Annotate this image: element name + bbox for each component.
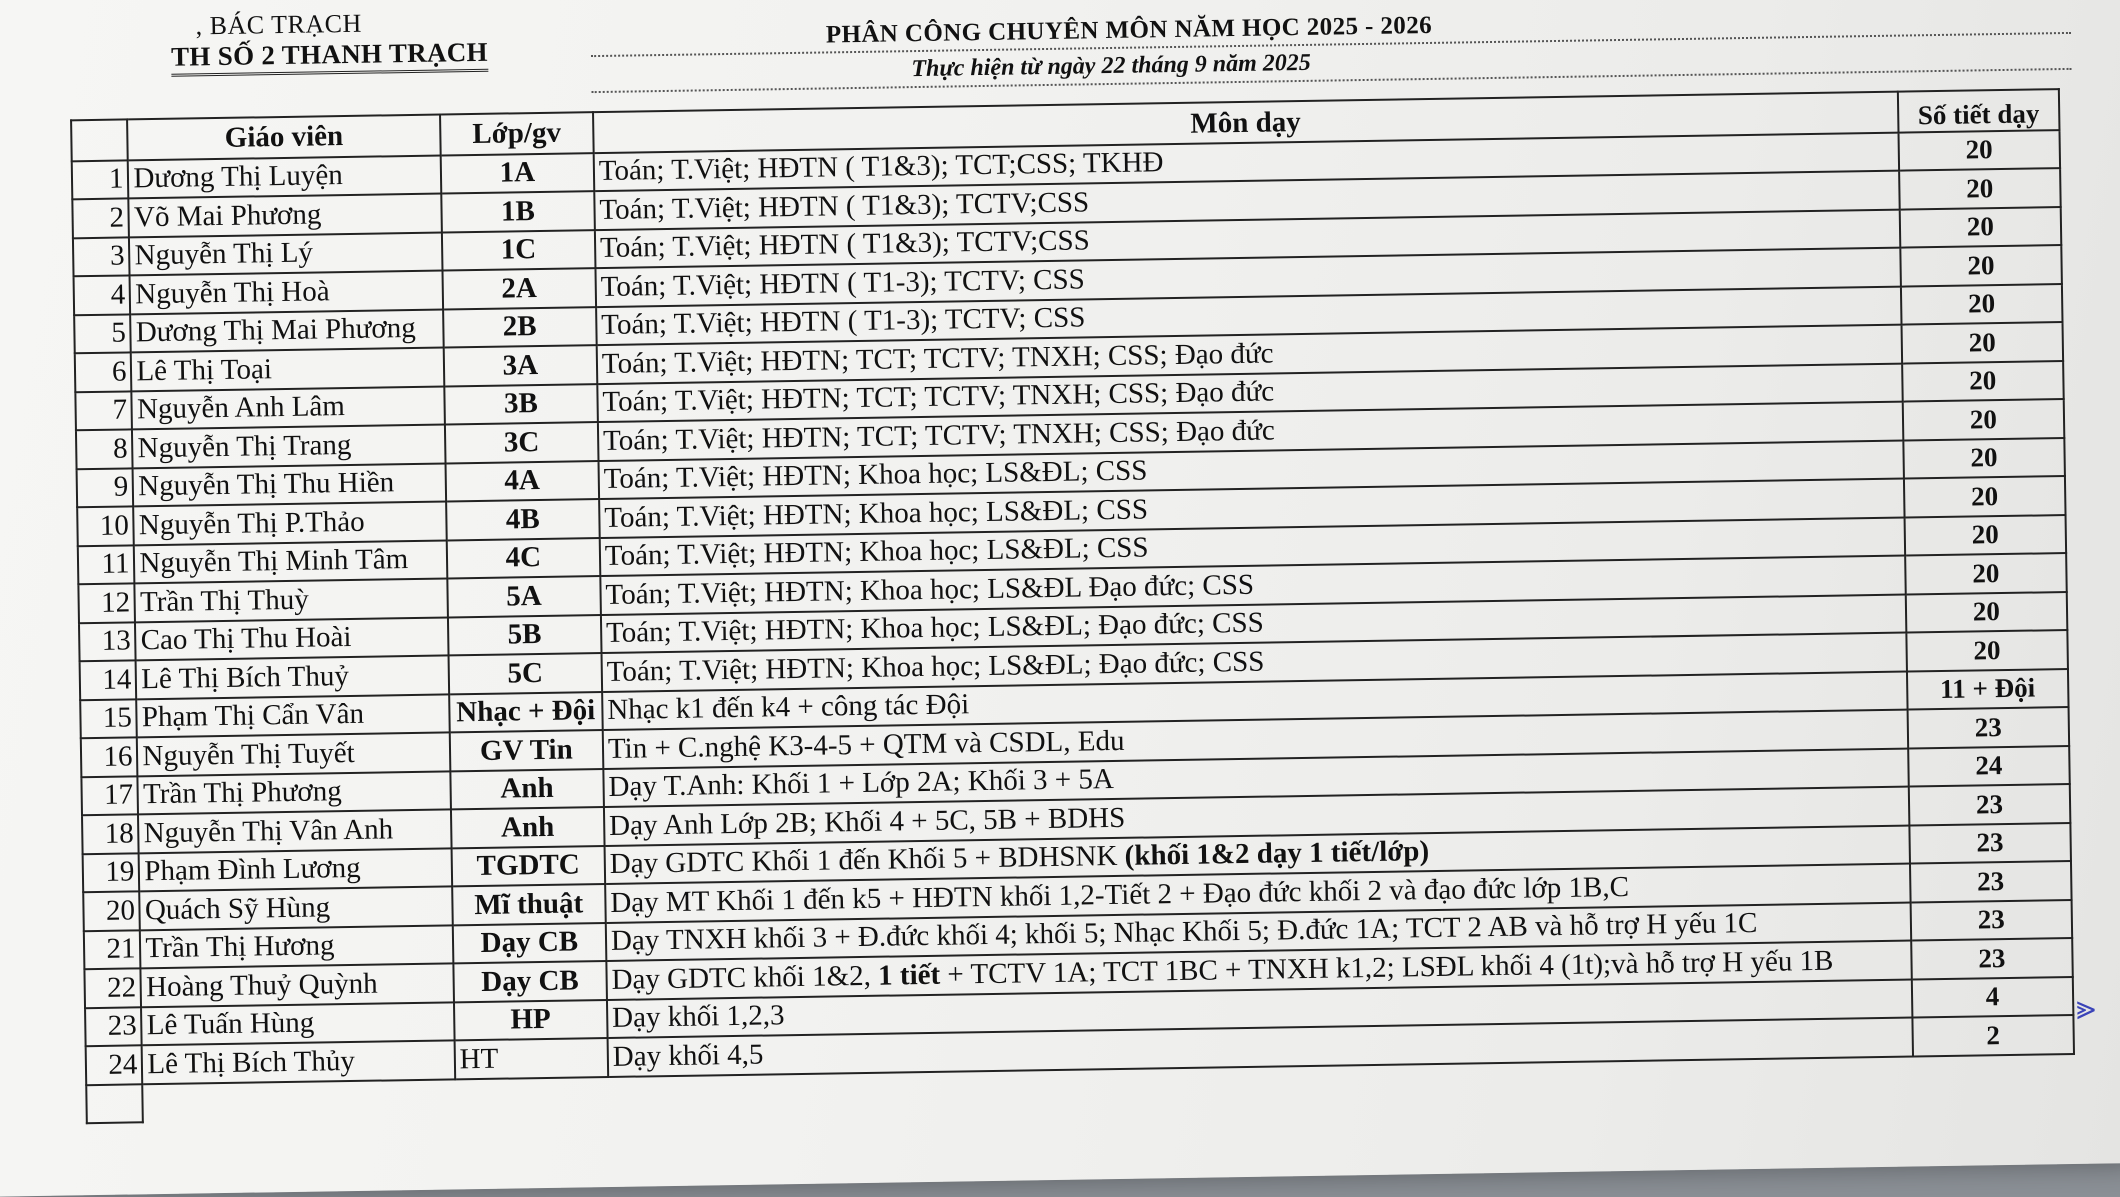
subjects-tail: + TCTV 1A; TCT 1BC + TNXH k1,2; LSĐL khối 4 (1t);và hỗ trợ H yếu 1B [939, 944, 1834, 991]
subjects-cell: Dạy Anh Lớp 2B; Khối 4 + 5C, 5B + BDHS [604, 787, 1909, 846]
teacher-name: Quách Sỹ Hùng [140, 886, 453, 929]
subjects-cell: Toán; T.Việt; HĐTN; TCT; TCTV; TNXH; CSS; Đạo đức [597, 325, 1902, 384]
row-index: 11 [78, 545, 135, 584]
subjects-cell: Toán; T.Việt; HĐTN ( T1&3); TCTV;CSS [595, 209, 1900, 268]
teacher-name: Nguyễn Anh Lâm [132, 386, 445, 429]
empty-cell [86, 1084, 143, 1123]
header-class: Lớp/gv [440, 112, 594, 155]
document-subtitle: Thực hiện từ ngày 22 tháng 9 năm 2025 [911, 49, 1312, 83]
class-cell: 1C [442, 230, 596, 271]
subjects-cell: Toán; T.Việt; HĐTN; Khoa học; LS&ĐL; CSS [598, 440, 1903, 499]
header-teacher: Giáo viên [127, 115, 440, 160]
periods-cell: 2 [1912, 1015, 2074, 1056]
row-index: 7 [75, 391, 132, 430]
subjects-text: Dạy GDTC Khối 1 đến Khối 5 + BDHSNK [609, 840, 1125, 881]
subjects-emphasis: 1 tiết [877, 958, 941, 992]
teacher-name: Nguyễn Thị Hoà [130, 271, 443, 314]
class-cell: Dạy CB [453, 961, 607, 1002]
subjects-cell: Toán; T.Việt; HĐTN; TCT; TCTV; TNXH; CSS; Đạo đức [598, 402, 1903, 461]
row-index: 22 [84, 968, 141, 1007]
class-cell: 4A [445, 461, 599, 502]
periods-cell: 20 [1902, 399, 2064, 440]
class-cell: 2A [442, 268, 596, 309]
teacher-name: Phạm Đình Lương [139, 848, 452, 891]
row-index: 13 [79, 622, 136, 661]
periods-cell: 23 [1909, 822, 2071, 863]
periods-cell: 11 + Đội [1907, 669, 2069, 710]
row-index: 3 [73, 237, 130, 276]
document-title: PHÂN CÔNG CHUYÊN MÔN NĂM HỌC 2025 - 2026 [825, 11, 1433, 49]
class-cell: Nhạc + Đội [449, 692, 603, 733]
periods-cell: 20 [1899, 207, 2061, 248]
row-index: 18 [82, 814, 139, 853]
department-heading: , BÁC TRẠCH [195, 8, 362, 41]
class-cell: HT [454, 1038, 608, 1079]
teacher-name: Hoàng Thuỷ Quỳnh [141, 963, 454, 1006]
periods-cell: 20 [1899, 168, 2061, 209]
class-cell: GV Tin [450, 730, 604, 771]
class-cell: 1B [441, 191, 595, 232]
header-subjects: Môn dạy [593, 92, 1898, 153]
subjects-cell: Toán; T.Việt; HĐTN; Khoa học; LS&ĐL; Đạo đức; CSS [601, 594, 1906, 653]
class-cell: TGDTC [451, 846, 605, 887]
teacher-name: Lê Tuấn Hùng [141, 1002, 454, 1045]
subjects-cell: Dạy MT Khối 1 đến k5 + HĐTN khối 1,2-Tiết 2 + Đạo đức khối 2 và đạo đức lớp 1B,C [605, 864, 1910, 923]
row-index: 12 [78, 583, 135, 622]
teacher-name: Trần Thị Thuỳ [135, 578, 448, 621]
periods-cell: 20 [1905, 553, 2067, 594]
teacher-name: Nguyễn Thị Minh Tâm [134, 540, 447, 583]
periods-cell: 20 [1904, 515, 2066, 556]
class-cell: Anh [450, 769, 604, 810]
class-cell: Dạy CB [453, 923, 607, 964]
class-cell: Anh [451, 807, 605, 848]
periods-cell: 23 [1907, 707, 2069, 748]
teacher-name: Nguyễn Thị P.Thảo [134, 501, 447, 544]
row-index: 17 [81, 776, 138, 815]
teacher-name: Cao Thị Thu Hoài [135, 617, 448, 660]
teacher-name: Võ Mai Phương [129, 194, 442, 237]
assignment-table [70, 88, 2076, 1124]
periods-cell: 20 [1906, 592, 2068, 633]
check-arrow-icon: ⪢ [2075, 987, 2096, 1028]
periods-cell: 20 [1898, 130, 2060, 171]
class-cell: 5B [448, 615, 602, 656]
row-index: 24 [86, 1045, 143, 1084]
row-index: 6 [75, 352, 132, 391]
subjects-cell: Dạy khối 1,2,3 [607, 979, 1912, 1038]
class-cell: 3B [444, 384, 598, 425]
subjects-cell: Dạy khối 4,5 [607, 1018, 1912, 1077]
class-cell: 5A [447, 576, 601, 617]
class-cell: 3A [443, 345, 597, 386]
row-index: 4 [74, 275, 131, 314]
periods-cell: 20 [1901, 322, 2063, 363]
periods-cell: 23 [1910, 899, 2072, 940]
periods-cell: 24 [1908, 746, 2070, 787]
teacher-name: Nguyễn Thị Vân Anh [138, 809, 451, 852]
row-index: 19 [83, 853, 140, 892]
subjects-cell: Toán; T.Việt; HĐTN ( T1&3); TCT;CSS; TKHĐ [594, 132, 1899, 191]
teacher-name: Dương Thị Mai Phương [131, 309, 444, 352]
subjects-cell: Toán; T.Việt; HĐTN; Khoa học; LS&ĐL Đạo đức; CSS [600, 556, 1905, 615]
periods-cell: 4 [1912, 976, 2074, 1017]
teacher-name: Trần Thị Phương [138, 771, 451, 814]
periods-cell: 20 [1904, 476, 2066, 517]
class-cell: Mĩ thuật [452, 884, 606, 925]
subjects-cell: Toán; T.Việt; HĐTN ( T1-3); TCTV; CSS [595, 248, 1900, 307]
periods-cell: 20 [1900, 245, 2062, 286]
subjects-cell: Toán; T.Việt; HĐTN; Khoa học; LS&ĐL; CSS [599, 479, 1904, 538]
teacher-name: Lê Thị Bích Thuỷ [136, 655, 449, 698]
row-index: 20 [83, 891, 140, 930]
teacher-name: Nguyễn Thị Thu Hiền [133, 463, 446, 506]
subjects-cell: Toán; T.Việt; HĐTN; TCT; TCTV; TNXH; CSS; Đạo đức [597, 363, 1902, 422]
periods-cell: 20 [1903, 438, 2065, 479]
subjects-emphasis: (khối 1&2 dạy 1 tiết/lớp) [1124, 835, 1430, 873]
teacher-name: Dương Thị Luyện [128, 155, 441, 198]
row-index: 8 [76, 429, 133, 468]
teacher-name: Lê Thị Toại [131, 347, 444, 390]
row-index: 15 [80, 699, 137, 738]
row-index: 23 [85, 1007, 142, 1046]
row-index: 9 [77, 468, 134, 507]
dotted-divider [592, 68, 2072, 93]
class-cell: HP [454, 1000, 608, 1041]
row-index: 1 [72, 160, 129, 199]
periods-cell: 20 [1902, 361, 2064, 402]
class-cell: 4B [446, 499, 600, 540]
subjects-cell: Toán; T.Việt; HĐTN; Khoa học; LS&ĐL; CSS [600, 517, 1905, 576]
class-cell: 5C [448, 653, 602, 694]
row-index: 2 [72, 198, 129, 237]
header-periods: Số tiết dạy [1898, 89, 2060, 132]
teacher-name: Nguyễn Thị Lý [129, 232, 442, 275]
subjects-cell: Dạy T.Anh: Khối 1 + Lớp 2A; Khối 3 + 5A [603, 748, 1908, 807]
periods-cell: 23 [1909, 784, 2071, 825]
teacher-name: Nguyễn Thị Trang [132, 424, 445, 467]
periods-cell: 20 [1901, 284, 2063, 325]
row-index: 10 [77, 506, 134, 545]
teacher-name: Nguyễn Thị Tuyết [137, 732, 450, 775]
class-cell: 4C [446, 538, 600, 579]
row-index: 16 [81, 737, 138, 776]
header-index [71, 119, 128, 160]
subjects-cell: Dạy TNXH khối 3 + Đ.đức khối 4; khối 5; Nhạc Khối 5; Đ.đức 1A; TCT 2 AB và hỗ trợ H yếu 1C [606, 902, 1911, 961]
row-index: 5 [74, 314, 131, 353]
teacher-name: Lê Thị Bích Thủy [142, 1040, 455, 1083]
class-cell: 2B [443, 307, 597, 348]
school-name: TH SỐ 2 THANH TRẠCH [171, 37, 488, 77]
subjects-cell: Tin + C.nghệ K3-4-5 + QTM và CSDL, Edu [603, 710, 1908, 769]
periods-cell: 23 [1911, 938, 2073, 979]
row-index: 14 [80, 660, 137, 699]
periods-cell: 20 [1906, 630, 2068, 671]
subjects-text: Dạy GDTC khối 1&2, [611, 959, 879, 996]
teacher-name: Phạm Thị Cẩn Vân [137, 694, 450, 737]
subjects-cell: Nhạc k1 đến k4 + công tác Đội [602, 671, 1907, 730]
class-cell: 1A [440, 153, 594, 194]
periods-cell: 23 [1910, 861, 2072, 902]
class-cell: 3C [445, 422, 599, 463]
teacher-name: Trần Thị Hương [140, 925, 453, 968]
subjects-cell: Toán; T.Việt; HĐTN ( T1-3); TCTV; CSS [596, 286, 1901, 345]
subjects-cell: Toán; T.Việt; HĐTN; Khoa học; LS&ĐL; Đạo đức; CSS [601, 633, 1906, 692]
subjects-cell: Toán; T.Việt; HĐTN ( T1&3); TCTV;CSS [594, 171, 1899, 230]
row-index: 21 [84, 930, 141, 969]
